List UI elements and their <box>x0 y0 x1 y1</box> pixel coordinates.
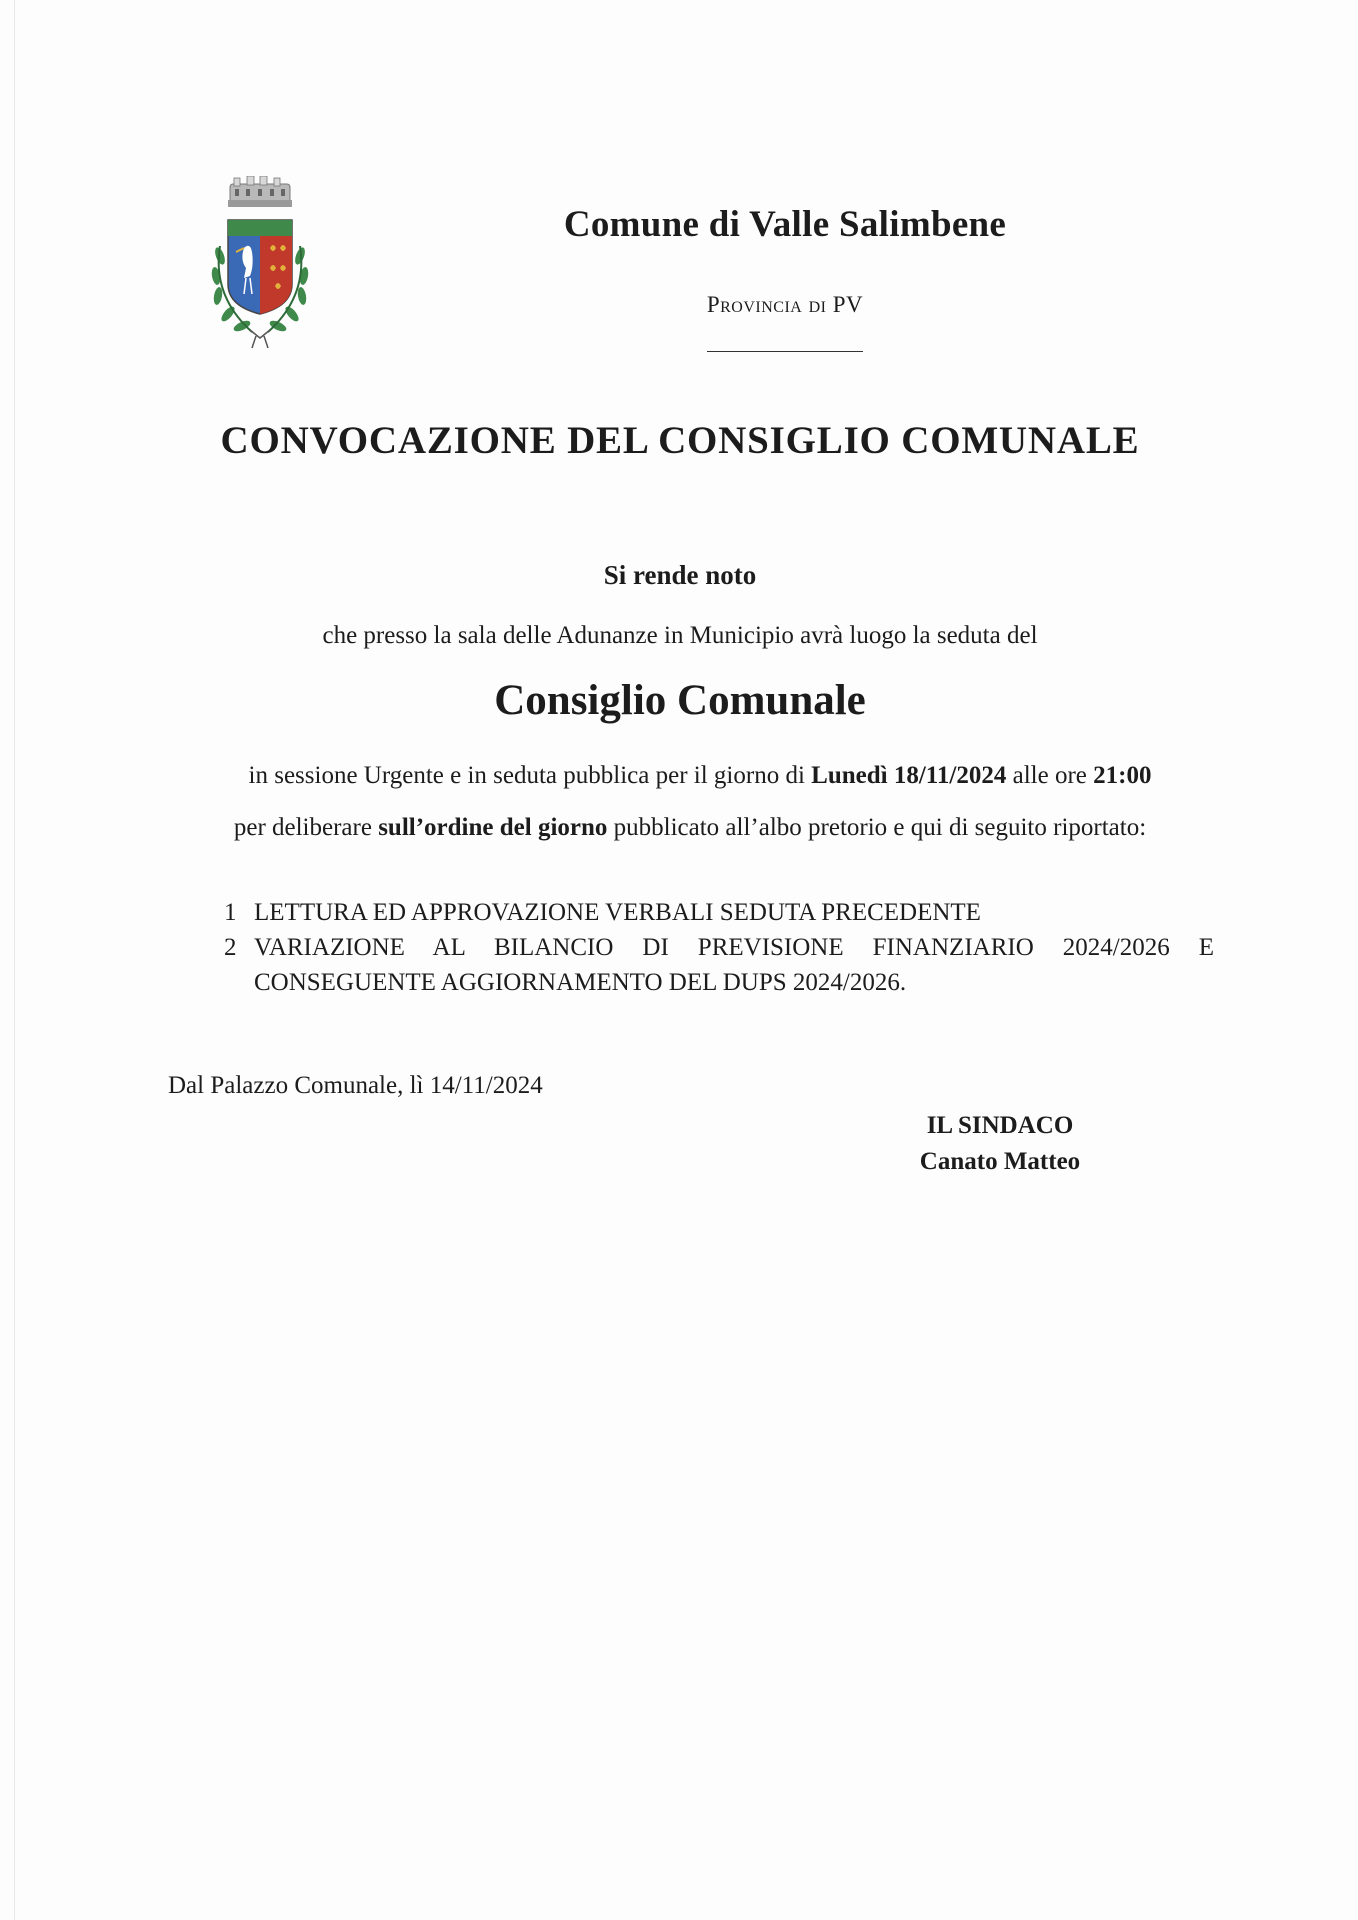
list-item <box>224 895 1214 930</box>
document-title: CONVOCAZIONE DEL CONSIGLIO COMUNALE <box>220 419 1140 462</box>
council-heading: Consiglio Comunale <box>494 677 866 724</box>
agenda-item-number: 1 <box>224 899 237 926</box>
agenda-prefix: per deliberare <box>233 814 372 841</box>
list-item <box>224 930 1214 1000</box>
header-divider <box>707 351 863 352</box>
agenda-intro <box>150 814 1230 842</box>
session-details <box>170 762 1230 790</box>
notice-intro: che presso la sala delle Adunanze in Municipio avrà luogo la seduta del <box>322 622 1038 649</box>
province-label: Provincia di PV <box>706 292 864 317</box>
session-time-prefix: alle ore <box>1012 762 1087 789</box>
session-day: Lunedì 18/11/2024 <box>811 762 1007 789</box>
municipal-crest-icon <box>198 176 322 358</box>
session-prefix: in sessione Urgente e in seduta pubblica per il giorno di <box>248 762 805 789</box>
agenda-list <box>224 895 1214 1000</box>
signature-block <box>880 1108 1120 1180</box>
agenda-bold: sull’ordine del giorno <box>378 814 608 841</box>
scan-edge <box>14 0 15 1920</box>
agenda-item-number: 2 <box>224 934 237 961</box>
agenda-item-text: LETTURA ED APPROVAZIONE VERBALI SEDUTA PRECEDENTE <box>254 899 981 926</box>
session-time: 21:00 <box>1093 762 1152 789</box>
place-date: Dal Palazzo Comunale, lì 14/11/2024 <box>168 1072 543 1099</box>
municipality-name: Comune di Valle Salimbene <box>563 204 1007 245</box>
agenda-suffix: pubblicato all’albo pretorio e qui di seguito riportato: <box>613 814 1147 841</box>
agenda-item-text: VARIAZIONE AL BILANCIO DI PREVISIONE FINANZIARIO 2024/2026 E CONSEGUENTE AGGIORNAMENTO DEL DUPS 2024/2026. <box>254 934 1214 996</box>
signer-role: IL SINDACO <box>926 1112 1074 1139</box>
notice-lead: Si rende noto <box>603 560 757 590</box>
signer-name: Canato Matteo <box>919 1148 1081 1175</box>
